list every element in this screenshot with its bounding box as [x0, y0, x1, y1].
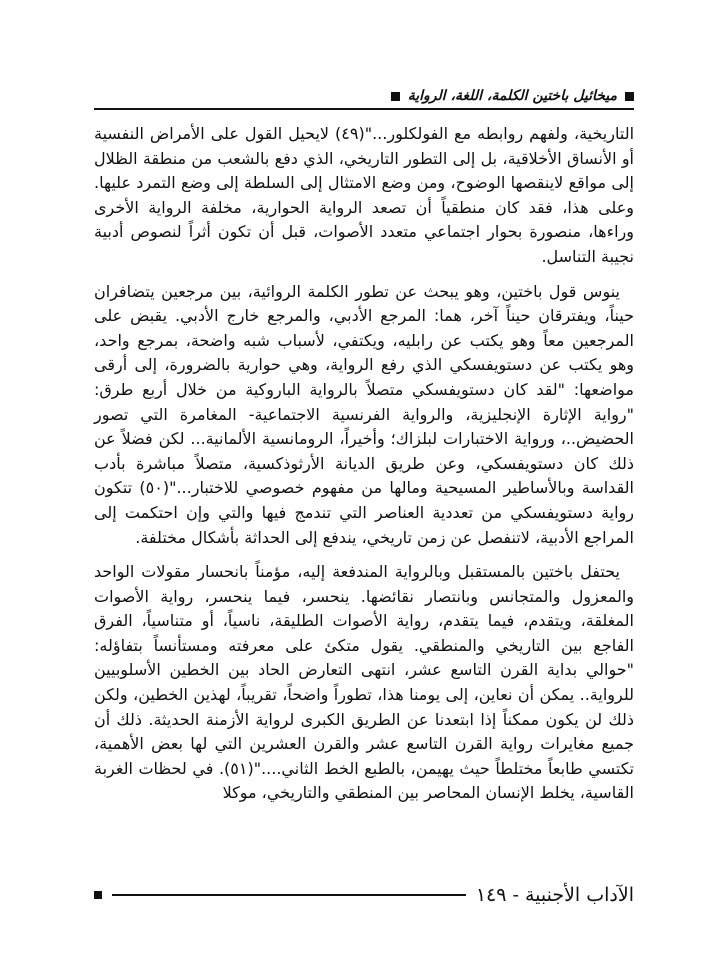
header-title: ميخائيل باختين الكلمة، اللغة، الرواية	[407, 88, 617, 104]
paragraph-2: ينوس قول باختين، وهو يبحث عن تطور الكلمة الروائية، بين مرجعين يتضافران حيناً، ويفترقان حيناً آخر، هما: المرجع الأدبي، والمرجع خارج الأدبي. يقبض على المرجعين معاً وهو يكتب عن رابليه، ويكتفي، لأسباب شبه واضحة، بمرجع واحد، وهو يكتب عن دستويفسكي الذي رفع الرواية، وهي حوارية بالضرورة، إلى أرقى مواضعها: "لقد كان دستويفسكي متصلاً بالرواية الباروكية من خلال أربع طرق: "رواية الإثارة الإنجليزية، والرواية الفرنسية الاجتماعية- المغامرة التي تصور الحضيض..، ورواية الاختبارات لبلزاك؛ وأخيراً، الرومانسية الألمانية... لكن فضلاً عن ذلك كان دستويفسكي، وعن طريق الديانة الأرثوذكسية، متصلاً مباشرة بأدب القداسة وبالأساطير المسيحية ومالها من مفهوم خصوصي للاختبار..."(٥٠) تتكون رواية دستويفسكي من تعددية العناصر التي تندمج فيها والتي وإن احتكمت إلى المراجع الأدبية، لاتنفصل عن زمن تاريخي، يندفع إلى الحداثة بأشكال مختلفة.	[94, 281, 634, 547]
header-bullet-left	[391, 92, 400, 101]
footer-bullet	[94, 891, 102, 899]
header-rule	[94, 108, 634, 110]
running-header	[94, 82, 634, 110]
paragraph-3: يحتفل باختين بالمستقبل وبالرواية المندفعة إليه، مؤمناً بانحسار مقولات الواحد والمعزول والمتجانس وبانتصار نقائضها. ينحسر، فيما ينحسر، رواية الأصوات المغلقة، ويتقدم، فيما يتقدم، رواية الأصوات الطليقة، ناسياً، أو متناسياً، الفرق الفاجع بين التاريخي والمنطقي. يقول متكئ على معرفته ومستأنساً بتفاؤله: "حوالي بداية القرن التاسع عشر، انتهى التعارض الحاد بين الخطين الأسلوبيين للرواية.. يمكن أن نعاين، إلى يومنا هذا، تطوراً واضحاً، تقريباً، لهذين الخطين، ولكن ذلك لن يكون ممكناً إذا ابتعدنا عن الطريق الكبرى لرواية الأزمنة الحديثة. ذلك أن جميع مغايرات رواية القرن التاسع عشر والقرن العشرين التي لها بعض الأهمية، تكتسي طابعاً مختلطاً حيث يهيمن، بالطبع الخط الثاني...."(٥١). في لحظات الغربة القاسية، يخلط الإنسان المحاصر بين المنطقي والتاريخي، موكلا	[94, 562, 635, 803]
header-bullet-right	[625, 92, 634, 101]
page-footer	[94, 880, 634, 910]
body-text	[94, 122, 634, 816]
footer-page-label: الآداب الأجنبية - ١٤٩	[475, 884, 634, 906]
paragraph-1: التاريخية، ولفهم روابطه مع الفولكلور..."(٤٩) لايحيل القول على الأمراض النفسية أو الأنساق الأخلاقية، بل إلى التطور التاريخي، الذي دفع بالشعب من منطقة الظلال إلى مواقع لاينقصها الوضوح، ومن وضع الامتثال إلى السلطة إلى وضع التمرد عليها. وعلى هذا، فقد كان منطقياً أن تصعد الرواية الحوارية، مخلفة الرواية الأخرى وراءها، منصورة بحوار اجتماعي متعدد الأصوات، قبل أن تكون أثراً لنصوص أدبية نجيبة التناسل.	[94, 124, 635, 266]
footer-rule	[112, 894, 466, 896]
